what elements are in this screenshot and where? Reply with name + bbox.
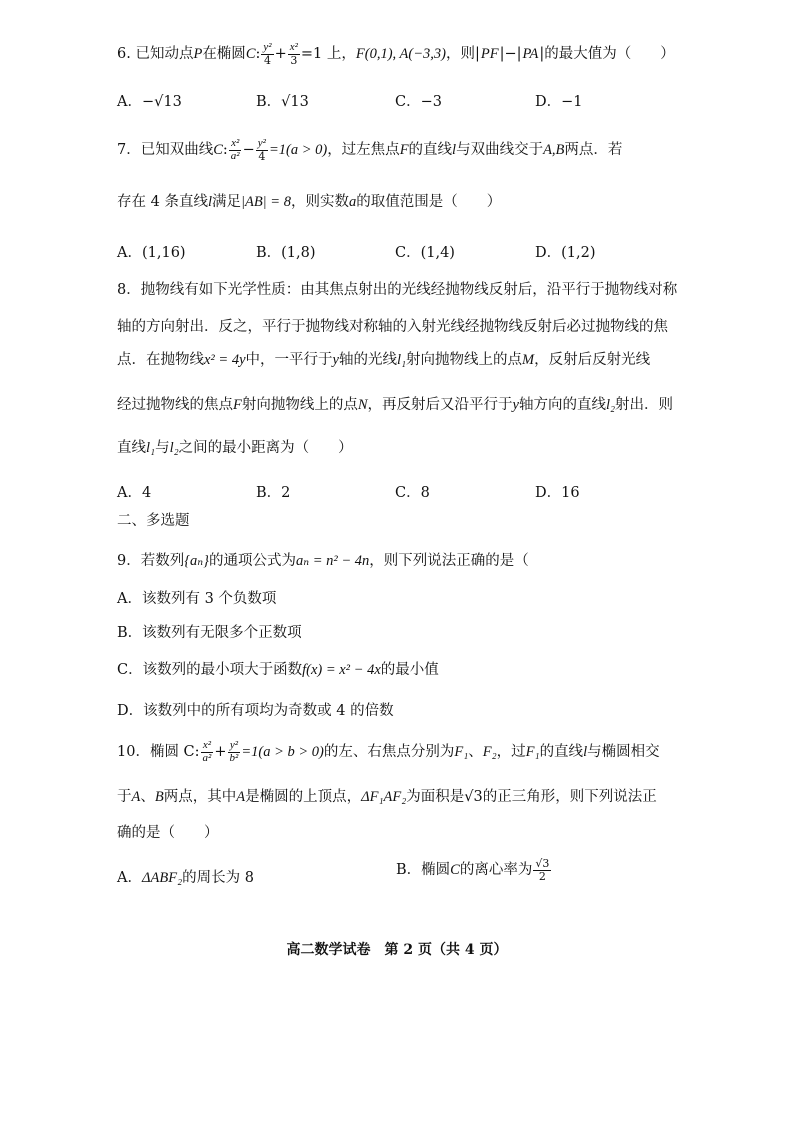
q8-l5-l2: l₂ <box>169 440 179 456</box>
q10-sep: 、 <box>468 744 483 761</box>
q10-opt-b-num: √3 <box>535 857 550 870</box>
q6-frac-x-den: 3 <box>290 53 298 67</box>
q10-opt-b-mid: 的离心率为 <box>459 862 533 879</box>
q10-frac-y-num: y² <box>229 739 239 751</box>
q9-formula: aₙ = n² − 4n <box>295 553 370 569</box>
q6-text: 6. 已知动点 <box>117 46 194 63</box>
q10-line-l: l <box>583 744 588 761</box>
q6-tail: 的最大值为（ ） <box>544 46 675 63</box>
q10-point-a2: A <box>236 789 246 805</box>
q10-focus-f1: F₁ <box>454 744 469 761</box>
q7-text-tail: 与双曲线交于 <box>456 142 544 159</box>
q7-frac-y-den: 4 <box>258 149 266 163</box>
q8-l4-l2: l₂ <box>605 397 616 413</box>
q8-l3d: 射向抛物线上的点 <box>406 352 523 368</box>
q6-var-p: P <box>193 46 203 63</box>
q10-l2s: 、 <box>140 789 155 805</box>
q9-text: 9．若数列 <box>117 553 185 569</box>
q8-line1: 8．抛物线有如下光学性质：由其焦点射出的光线经抛物线反射后，沿平行于抛物线对称 <box>117 282 678 298</box>
q10-option-b <box>396 858 552 882</box>
q7-line-l: l <box>452 142 457 159</box>
q8-l4b: 射向抛物线上的点 <box>241 397 358 413</box>
q6-option-c: C．−3 <box>395 94 442 110</box>
q10-opt-b-frac <box>533 858 551 882</box>
q8-point-n: N <box>357 397 368 413</box>
q6-points: F(0,1), A(−3,3) <box>355 46 446 63</box>
q7-text-mid: ，过左焦点 <box>327 142 400 159</box>
q10-opt-a-triangle: ΔABF₂ <box>141 870 183 886</box>
q6-eq: =1 上， <box>300 46 356 63</box>
q7-stem: 7．已知双曲线C: $\frac{\text{x²}}{\text{a²}}$ − $\frac{\text{y²}}{4}$ =1(a > 0)，过左焦点F的直线l与双曲线交于A,B两点．若 <box>117 137 623 163</box>
q9-stem <box>117 554 529 569</box>
q10-line3: 确的是（ ） <box>117 825 219 841</box>
q10-l2d: 为面积是 <box>406 789 465 805</box>
q6-minus: − <box>504 46 517 63</box>
q10-l2b: 两点，其中 <box>163 789 237 805</box>
q10-l2a: 于 <box>117 789 132 805</box>
q6-text-mid: 在椭圆 <box>202 46 246 63</box>
q7-option-b: B．(1,8) <box>256 245 316 261</box>
q8-l3e: ，反射后反射光线 <box>534 352 651 368</box>
q10-text: 10．椭圆 C: <box>117 744 200 761</box>
q10-point-a: A <box>131 789 141 805</box>
q8-l4a: 经过抛物线的焦点 <box>117 397 233 413</box>
q9-text-tail: ，则下列说法正确的是（ <box>369 553 529 569</box>
q8-l5a: 直线 <box>117 440 146 456</box>
q6-option-d: D．−1 <box>535 94 583 110</box>
q7-line2-pre: 存在 4 条直线 <box>117 194 208 210</box>
q7-line2-end: 的取值范围是（ ） <box>356 194 502 210</box>
q7-frac-x-num: x² <box>231 137 240 149</box>
q7-line2-l: l <box>207 194 212 210</box>
q6-frac-y-den: 4 <box>263 53 271 67</box>
q7-text-end: 两点．若 <box>564 142 623 159</box>
q7-line2-tail: ，则实数 <box>290 194 349 210</box>
q7-frac-x <box>229 138 242 162</box>
q8-l3b: 中，一平行于 <box>245 352 333 368</box>
q10-frac-x-num: x² <box>202 739 212 751</box>
q8-l4d: 轴方向的直线 <box>518 397 606 413</box>
q8-l4y: y <box>512 397 519 413</box>
q9-option-b: B．该数列有无限多个正数项 <box>117 625 302 641</box>
q8-option-a: A．4 <box>117 485 152 501</box>
q8-l5-l1: l₁ <box>146 440 156 456</box>
q6-frac-x <box>288 42 300 66</box>
q8-l3y: y <box>332 352 339 368</box>
q8-focus-f: F <box>233 397 242 413</box>
q10-text-mid2: ，过 <box>496 744 526 761</box>
q8-line2: 轴的方向射出．反之，平行于抛物线对称轴的入射光线经抛物线反射后必过抛物线的焦 <box>117 319 668 335</box>
q8-parabola-eq: x² = 4y <box>204 352 246 368</box>
q8-point-m: M <box>522 352 535 368</box>
q8-l5c: 之间的最小距离为（ ） <box>178 440 353 456</box>
q8-l3-l1: l₁ <box>396 352 407 368</box>
q10-opt-b-den: 2 <box>538 869 546 883</box>
q8-option-d: D．16 <box>535 485 580 501</box>
q10-stem: 10．椭圆 C: $\frac{\text{x²}}{\text{a²}}$ + $\frac{\text{y²}}{\text{b²}}$ =1(a > b > 0)的左、右焦点分别为F₁、F₂，过F₁的直线l与椭圆相交 <box>117 739 660 764</box>
q9-option-a: A．该数列有 3 个负数项 <box>117 591 277 607</box>
q10-frac-x-den: a² <box>202 751 212 764</box>
q6-stem: 6. 已知动点P在椭圆C: $\frac{\text{y²}}{4}$ + $\frac{\text{x²}}{3}$ =1 上，F(0,1), A(−3,3)，则|PF|−|PA|的最大值为（ ） <box>117 41 675 67</box>
q10-frac-y-den: b² <box>229 751 239 764</box>
q7-text: 7．已知双曲线 <box>117 142 214 159</box>
q7-focus: F <box>399 142 409 159</box>
q10-opt-a-pre: A． <box>117 870 142 886</box>
q8-option-b: B．2 <box>256 485 291 501</box>
q9-c-tail: 的最小值 <box>380 662 439 678</box>
q10-l2e: 的正三角形，则下列说法正 <box>482 789 657 805</box>
q10-frac-y <box>228 740 241 764</box>
q8-l4c: ，再反射后又沿平行于 <box>367 397 513 413</box>
q6-abs-pf: PF <box>480 46 499 63</box>
q10-text-line: 的直线 <box>539 744 584 761</box>
q7-eq: =1(a > 0) <box>268 142 328 159</box>
q10-text-tail: 与椭圆相交 <box>587 744 660 761</box>
q10-opt-a-tail: 的周长为 8 <box>182 870 254 886</box>
q8-line3 <box>117 353 650 368</box>
q7-line2-mid: 满足 <box>211 194 241 210</box>
q8-l3c: 轴的光线 <box>338 352 397 368</box>
q10-sqrt3: √3 <box>464 789 483 805</box>
q7-frac-x-den: a² <box>230 149 240 162</box>
section-heading: 二、多选题 <box>117 513 190 529</box>
q6-frac-y-num: y² <box>263 41 272 53</box>
q6-option-a: A．−√13 <box>117 94 182 110</box>
q10-point-b: B <box>154 789 164 805</box>
q8-line5 <box>117 441 353 456</box>
q9-sequence: {aₙ} <box>184 553 209 569</box>
q10-triangle: ΔF₁AF₂ <box>361 789 407 805</box>
q10-focus-f1b: F₁ <box>525 744 540 761</box>
q7-stem-line2 <box>117 195 501 210</box>
q10-eq: =1(a > b > 0) <box>241 744 324 761</box>
q9-text-mid: 的通项公式为 <box>208 553 296 569</box>
q8-l5b: 与 <box>155 440 170 456</box>
q7-option-a: A．(1,16) <box>117 245 186 261</box>
q10-l2c: 是椭圆的上顶点， <box>245 789 362 805</box>
q7-option-c: C．(1,4) <box>395 245 455 261</box>
q10-text-mid: 的左、右焦点分别为 <box>323 744 455 761</box>
q7-text-line: 的直线 <box>408 142 453 159</box>
q9-c-pre: C．该数列的最小项大于函数 <box>117 662 303 678</box>
q6-abs-pa: PA <box>522 46 539 63</box>
q7-option-d: D．(1,2) <box>535 245 596 261</box>
q7-line2-a: a <box>348 194 357 210</box>
q8-l3a: 点．在抛物线 <box>117 352 204 368</box>
q9-option-d: D．该数列中的所有项均为奇数或 4 的倍数 <box>117 703 394 719</box>
q6-frac-x-num: x² <box>289 41 298 53</box>
page-footer: 高二数学试卷 第 2 页（共 4 页） <box>286 942 508 958</box>
q10-focus-f2: F₂ <box>482 744 497 761</box>
q10-frac-x <box>201 740 214 764</box>
q6-frac-y <box>261 42 273 66</box>
q9-c-function: f(x) = x² − 4x <box>302 662 381 678</box>
q6-option-b: B．√13 <box>256 94 309 110</box>
q10-line2 <box>117 790 657 805</box>
q7-line2-ab: |AB| = 8 <box>240 194 291 210</box>
q10-opt-b-pre: B．椭圆 <box>396 862 451 879</box>
q6-then: ，则 <box>445 46 475 63</box>
q7-points-ab: A,B <box>543 142 565 159</box>
q8-option-c: C．8 <box>395 485 430 501</box>
q8-line4 <box>117 398 673 413</box>
q7-frac-y-num: y² <box>257 137 266 149</box>
q10-option-a <box>117 866 254 887</box>
q6-curve: C <box>245 46 256 63</box>
q7-curve: C <box>213 142 223 159</box>
q8-l4e: 射出．则 <box>615 397 674 413</box>
q10-opt-b-c: C <box>450 862 460 879</box>
q9-option-c <box>117 663 439 678</box>
q7-frac-y <box>256 138 268 162</box>
